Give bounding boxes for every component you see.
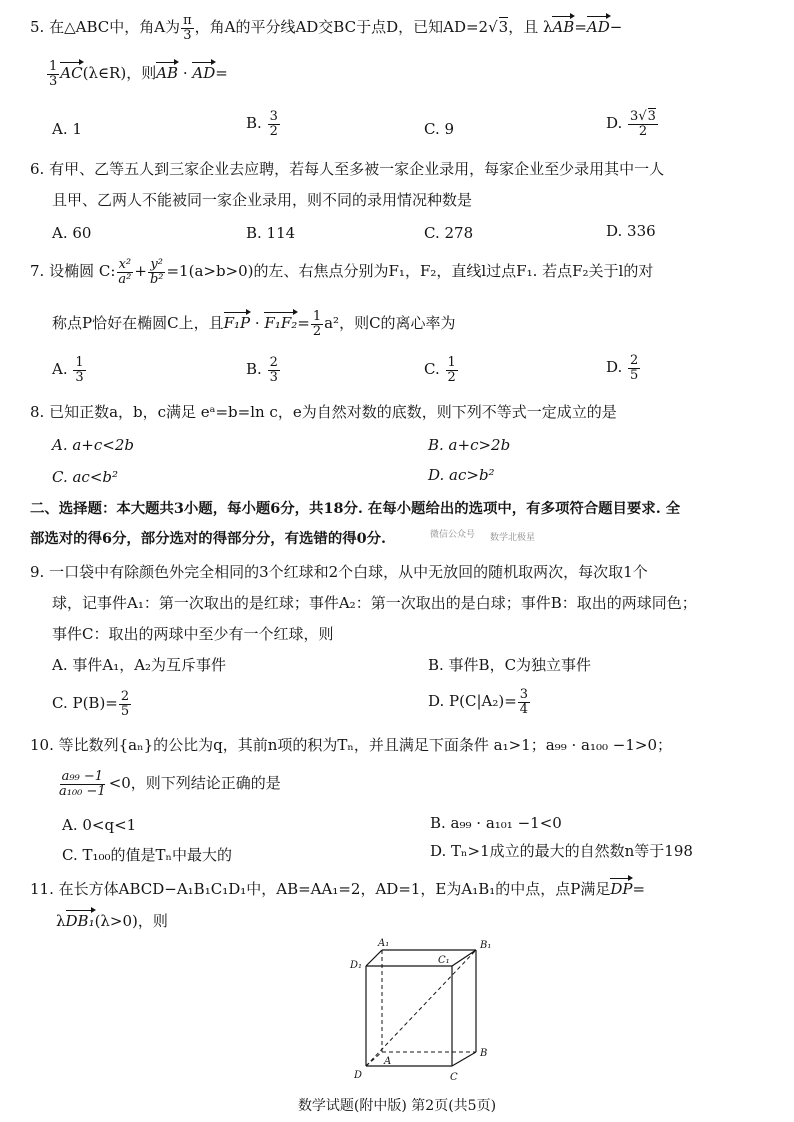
q7-stem-line2: 称点P恰好在椭圆C上，且F₁P · F₁F₂= $\frac{1}{2}$ a²，则C的离心率为 <box>52 309 456 339</box>
cuboid-figure <box>340 936 510 1086</box>
q8-option-c: C. ac<b² <box>52 468 119 486</box>
label-a: A <box>384 1056 392 1067</box>
q7-stem-line1: 7. 设椭圆 C: $\frac{\text{x²}}{\text{a²}}$ + $\frac{\text{y²}}{\text{b²}}$ =1(a>b>0)的左、右焦点分别为F₁，F₂，直线l过点F₁. 若点F₂关于l的对 <box>30 257 654 287</box>
section2-instructions-line2: 部选对的得6分，部分选对的得部分分，有选错的得0分. <box>30 530 387 547</box>
q6-option-d: D. 336 <box>606 222 656 240</box>
label-d1: D₁ <box>350 960 363 971</box>
q5-option-a: A. 1 <box>52 120 82 138</box>
q9-stem-line2: 球，记事件A₁：第一次取出的是红球；事件A₂：第一次取出的是白球；事件B：取出的两球同色； <box>52 594 697 612</box>
q11-stem-line1: 11. 在长方体ABCD−A₁B₁C₁D₁中，AB=AA₁=2，AD=1，E为A₁B₁的中点，点P满足DP= <box>30 880 646 898</box>
q10-stem-line1: 10. 等比数列{aₙ}的公比为q，其前n项的积为Tₙ，并且满足下面条件 a₁>1；a₉₉ · a₁₀₀ −1>0； <box>30 736 672 754</box>
q7-option-b: B. $\frac{2}{3}$ <box>246 355 278 385</box>
q11-stem-line2: λDB₁(λ>0)，则 <box>56 912 168 930</box>
q5-option-b: B. $\frac{3}{2}$ <box>246 109 278 139</box>
q7-option-a: A. $\frac{1}{3}$ <box>52 355 84 385</box>
q9-option-a: A. 事件A₁，A₂为互斥事件 <box>52 656 227 674</box>
q9-option-b: B. 事件B，C为独立事件 <box>428 656 592 674</box>
q5-option-c: C. 9 <box>424 120 455 138</box>
q7-option-d: D. $\frac{2}{5}$ <box>606 353 639 383</box>
q9-stem-line3: 事件C：取出的两球中至少有一个红球，则 <box>52 625 334 643</box>
q5-mid: ，角A的平分线AD交BC于点D，已知AD=2 <box>194 18 489 37</box>
q10-fraction: $\frac{\text{a₉₉ −1}}{\text{a₁₀₀ −1}}$ <box>59 769 106 799</box>
label-b1: B₁ <box>480 940 492 951</box>
q5-option-d: D. $\frac{3√3}{2}$ <box>606 109 656 139</box>
q5-vector-ab-2: AB <box>156 64 179 83</box>
q8-option-b: B. a+c>2b <box>428 436 511 454</box>
watermark-account: 数学北极星 <box>490 533 536 543</box>
q8-option-a: A. a+c<2b <box>52 436 134 454</box>
q8-stem: 8. 已知正数a，b，c满足 eᵃ=b=ln c，e为自然对数的底数，则下列不等式一定成立的是 <box>30 403 617 421</box>
q11-vector-db1: DB₁ <box>65 912 95 930</box>
q9-option-c: C. P(B)= $\frac{2}{5}$ <box>52 689 130 719</box>
q7-x-fraction: $\frac{\text{x²}}{\text{a²}}$ <box>118 257 132 287</box>
q7-ellipse-condition: =1(a>b>0)的左、右焦点分别为F₁，F₂，直线l过点F₁. 若点F₂关于l的对 <box>166 262 654 281</box>
q6-option-c: C. 278 <box>424 224 474 242</box>
q6-stem-line2: 且甲、乙两人不能被同一家企业录用，则不同的录用情况种数是 <box>52 191 473 209</box>
q7-option-c: C. $\frac{1}{2}$ <box>424 355 456 385</box>
q5-vector-ac: AC <box>60 64 83 83</box>
q7-vector-f1p: F₁P <box>223 314 251 333</box>
q10-stem-line2: $\frac{\text{a₉₉ −1}}{\text{a₁₀₀ −1}}$ <0，则下列结论正确的是 <box>59 769 281 799</box>
q6-option-b: B. 114 <box>246 224 296 242</box>
page-footer: 数学试题(附中版) 第2页(共5页) <box>297 1098 497 1114</box>
q5-vector-ab: AB <box>552 18 575 37</box>
q10-option-c: C. T₁₀₀的值是Tₙ中最大的 <box>62 846 233 864</box>
q10-option-b: B. a₉₉ · a₁₀₁ −1<0 <box>430 814 562 832</box>
edge-c1-b1 <box>452 950 476 966</box>
edge-d1-a1 <box>366 950 382 966</box>
q5-tail: ，且 λ <box>508 18 553 37</box>
q5-vector-ad: AD <box>586 18 610 37</box>
q5-vector-ad-2: AD <box>192 64 216 83</box>
section2-instructions-line1: 二、选择题：本大题共3小题，每小题6分，共18分. 在每小题给出的选项中，有多项符合题目要求. 全 <box>30 500 681 517</box>
q9-option-d: D. P(C|A₂)= $\frac{3}{4}$ <box>428 687 529 717</box>
q6-option-a: A. 60 <box>52 224 92 242</box>
q10-option-d: D. Tₙ>1成立的最大的自然数n等于198 <box>430 842 693 860</box>
q6-stem-line1: 6. 有甲、乙等五人到三家企业去应聘，若每人至多被一家企业录用，每家企业至少录用其中一人 <box>30 160 665 178</box>
label-d: D <box>354 1070 363 1081</box>
watermark-wechat: 微信公众号 <box>430 530 476 540</box>
label-c1: C₁ <box>438 955 450 966</box>
label-a1: A₁ <box>378 938 390 949</box>
edge-c-b <box>452 1052 476 1066</box>
q11-vector-dp: DP <box>610 880 633 898</box>
q7-y-fraction: $\frac{\text{y²}}{\text{b²}}$ <box>149 257 164 287</box>
q8-option-d: D. ac>b² <box>428 466 495 484</box>
label-b: B <box>480 1048 488 1059</box>
q9-stem-line1: 9. 一口袋中有除颜色外完全相同的3个红球和2个白球，从中无放回的随机取两次，每次取1个 <box>30 563 648 581</box>
q5-lead: 5. 在△ABC中，角A为 <box>30 18 181 37</box>
q5-root: 3 <box>498 18 509 37</box>
q5-angle-fraction: $\frac{\pi}{3}$ <box>183 13 192 43</box>
q5-third-fraction: $\frac{1}{3}$ <box>49 59 58 89</box>
q7-half-fraction: $\frac{1}{2}$ <box>312 309 322 339</box>
q5-stem-line1: 5. 在△ABC中，角A为 $\frac{\pi}{3}$ ，角A的平分线AD交BC于点D，已知AD=2√3，且 λAB=AD− <box>30 13 623 43</box>
q5-stem-line2: $\frac{1}{3}$ AC(λ∈R)，则AB · AD= <box>49 59 228 89</box>
q5-condition: (λ∈R)，则 <box>82 64 157 83</box>
q7-vector-f1f2: F₁F₂ <box>264 314 298 333</box>
label-c: C <box>450 1072 458 1083</box>
q10-option-a: A. 0<q<1 <box>62 816 137 834</box>
